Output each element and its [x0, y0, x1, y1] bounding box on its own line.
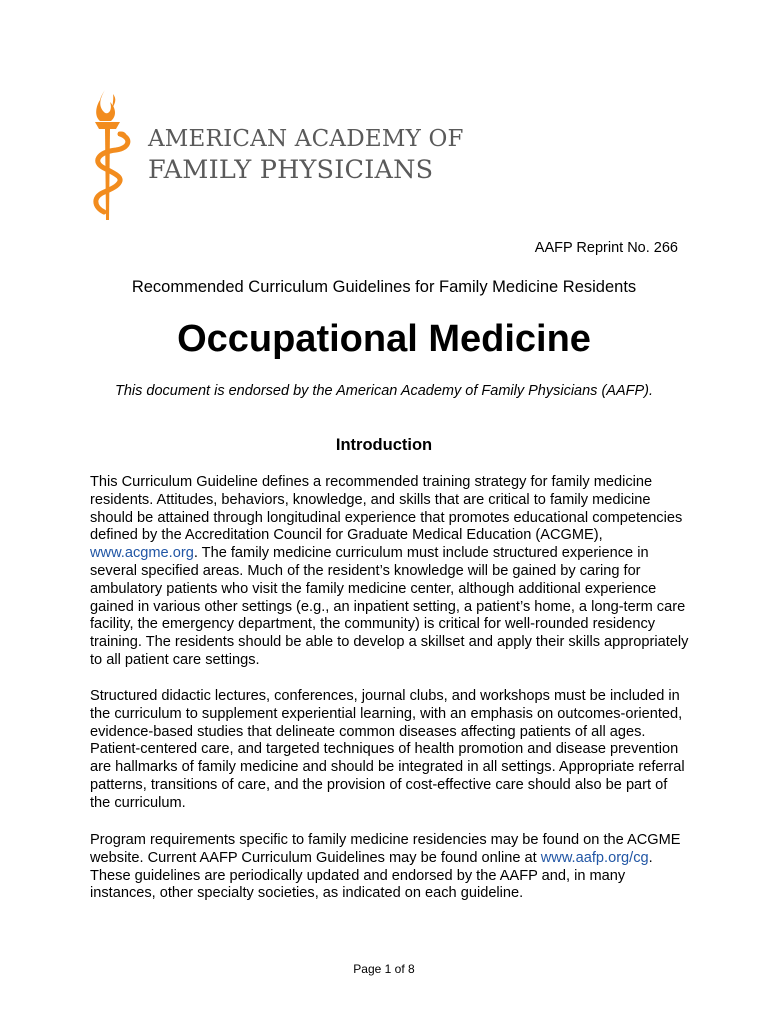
intro-paragraph-1 — [90, 474, 690, 670]
caduceus-flame-icon — [86, 88, 146, 228]
page-title: Occupational Medicine — [177, 318, 591, 360]
paragraph-text: . These guidelines are periodically updated and endorsed by the AAFP and, in many instances, other specialty societies, as indicated on each guideline. — [90, 849, 653, 902]
page-number: Page 1 of 8 — [353, 962, 415, 976]
aafp-logo — [86, 88, 464, 228]
logo-line-1: AMERICAN ACADEMY OF — [148, 126, 464, 152]
section-heading-introduction: Introduction — [335, 436, 433, 454]
logo-line-2: FAMILY PHYSICIANS — [148, 155, 434, 185]
aafp-cg-link[interactable]: www.aafp.org/cg — [540, 849, 649, 866]
paragraph-text: Program requirements specific to family medicine residencies may be found on the ACGME website. Current AAFP Curriculum Guidelines may be found online at — [90, 832, 681, 866]
acgme-link[interactable]: www.acgme.org — [90, 545, 194, 562]
intro-paragraph-3 — [90, 832, 690, 903]
paragraph-text: This Curriculum Guideline defines a recommended training strategy for family medicine residents. Attitudes, behaviors, knowledge, and skills that are critical to family medicine should be attained through longitudinal experience that promotes educational competencies defined by the Accreditation Council for Graduate Medical Education (ACGME), — [90, 474, 683, 544]
document-subtitle: Recommended Curriculum Guidelines for Family Medicine Residents — [131, 278, 637, 296]
logo-wordmark — [148, 124, 464, 186]
reprint-number: AAFP Reprint No. 266 — [534, 240, 678, 256]
endorsement-statement: This document is endorsed by the American Academy of Family Physicians (AAFP). — [114, 383, 654, 399]
intro-paragraph-2: Structured didactic lectures, conferences, journal clubs, and workshops must be included in the curriculum to supplement experiential learning, with an emphasis on outcomes-oriented, evidence-based studies that delineate common diseases affecting patients of all ages. Patient-centered care, and targeted techniques of health promotion and disease prevention are hallmarks of family medicine and should be integrated in all settings. Appropriate referral patterns, transitions of care, and the provision of cost-effective care should also be part of the curriculum. — [90, 688, 685, 811]
paragraph-text: . The family medicine curriculum must include structured experience in several specified areas. Much of the resident’s knowledge will be gained by caring for ambulatory patients who visit the family medicine center, although additional experience gained in various other settings (e.g., an inpatient setting, a patient’s home, a long-term care facility, the emergency department, the community) is critical for well-rounded residency training. The residents should be able to develop a skillset and apply their skills appropriately to all patient care settings. — [90, 545, 689, 668]
